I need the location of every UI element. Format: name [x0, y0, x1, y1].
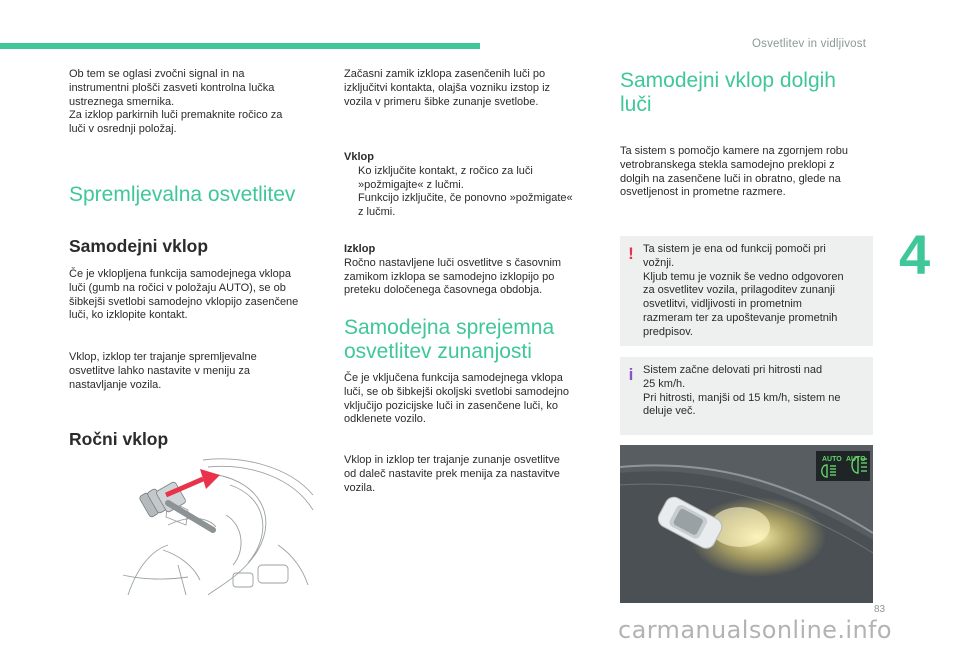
checkbox-bullet-icon	[344, 192, 358, 220]
warning-text: Ta sistem je ena od funkcij pomoči pri vožnji. Kljub temu je voznik še vedno odgovoren za osvetlitev vozila, prilagoditev zunanji osvetlitvi, vidljivosti in prometnim razmeram ter za upoštevanje prometnih predpisov.	[643, 243, 844, 338]
steering-stalk-illustration	[108, 455, 318, 595]
on-title: Vklop	[344, 151, 374, 163]
off-block: Izklop Ročno nastavljene luči osvetlitve s časovnim zamikom izklopa se samodejno izklopijo po preteku določenega časovnega obdobja.	[344, 243, 606, 298]
running-title: Osvetlitev in vidljivost	[752, 38, 867, 50]
info-icon: i	[628, 365, 634, 384]
header-accent-bar	[0, 43, 480, 49]
on-bullet-2: Funkcijo izključite, če ponovno »požmigate« z lučmi.	[344, 192, 606, 220]
section-title-welcome-lighting: Samodejna sprejemna osvetlitev zunanjosti	[344, 316, 555, 363]
auto-paragraph-1: Če je vklopljena funkcija samodejnega vklopa luči (gumb na ročici v položaju AUTO), se ob šibkejši svetlobi samodejno vklopijo zasenčene luči, ko izklopite kontakt.	[69, 268, 299, 322]
warning-exclamation-icon: !	[628, 244, 634, 263]
col1-intro: Ob tem se oglasi zvočni signal in na instrumentni plošči zasveti kontrolna lučka ustreznega smernika. Za izklop parkirnih luči premaknite ročico za luči v osrednji položaj.	[69, 68, 283, 136]
watermark: carmanualsonline.info	[618, 616, 892, 644]
high-beam-paragraph: Ta sistem s pomočjo kamere na zgornjem robu vetrobranskega stekla samodejno preklopi z dolgih na zasenčene luči in obratno, glede na osvetljenost in prometne razmere.	[620, 145, 849, 199]
info-text: Sistem začne delovati pri hitrosti nad 25 km/h. Pri hitrosti, manjši od 15 km/h, sistem ne deluje več.	[643, 364, 841, 418]
col2-intro: Začasni zamik izklopa zasenčenih luči po izključitvi kontakta, olajša vozniku izstop iz vozila v primeru šibke zunanje svetlobe.	[344, 68, 551, 108]
on-bullet-1: Ko izključite kontakt, z ročico za luči »požmigajte« z lučmi.	[344, 165, 606, 193]
page-number: 83	[874, 604, 886, 615]
section-title-auto-high-beam: Samodejni vklop dolgih luči	[620, 69, 836, 116]
indicator-auto-label-2: AUTO	[846, 456, 866, 463]
info-note	[620, 357, 873, 435]
section-title-escort-lighting: Spremljevalna osvetlitev	[69, 183, 296, 206]
chapter-number: 4	[899, 223, 931, 286]
on-block	[344, 151, 606, 220]
heading-manual-on: Ročni vklop	[69, 429, 169, 449]
heading-auto-on: Samodejni vklop	[69, 236, 209, 256]
auto-paragraph-2: Vklop, izklop ter trajanje spremljevalne osvetlitve lahko nastavite v meniju za nastavljanje vozila.	[69, 351, 257, 391]
welcome-paragraph-2: Vklop in izklop ter trajanje zunanje osvetlitve od daleč nastavite prek menija za nastavitve vozila.	[344, 454, 560, 494]
off-title: Izklop	[344, 243, 376, 255]
warning-note	[620, 236, 873, 346]
welcome-paragraph-1: Če je vključena funkcija samodejnega vklopa luči, se ob šibkejši okoljski svetlobi samodejno vključijo pozicijske luči in zasenčene luči, ko odklenete vozilo.	[344, 372, 569, 426]
checkbox-bullet-icon	[344, 165, 358, 193]
headlight-camera-illustration	[620, 445, 873, 603]
indicator-auto-label: AUTO	[822, 456, 842, 463]
